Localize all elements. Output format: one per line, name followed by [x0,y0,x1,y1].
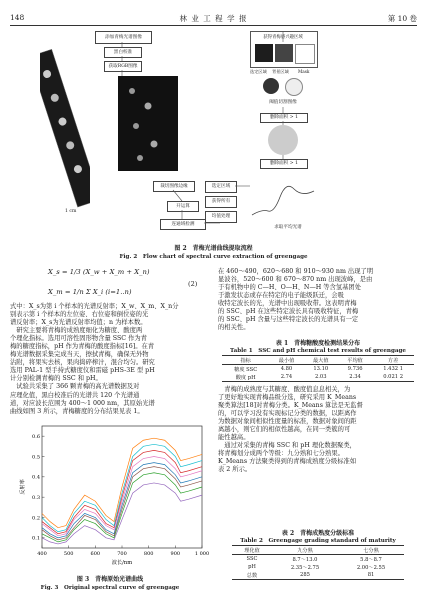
equation-number: (2) [188,280,198,288]
left-line: 沾附，将果实去核，果肉捣碎榨汁，混合均匀。研究 [10,359,155,367]
step-mean: 均值处理 [205,211,237,223]
left-line: 式中：X_s为第 i 个样本的光谱反射率；X_w、X_m、X_n分 [10,303,179,310]
table-row [222,365,414,374]
step-rgb: 获取RGB图像 [104,61,142,72]
left-line: 梅光谱数据采集完成当天，擦拭青梅，确保无外物 [10,351,149,359]
table-header: 理化值 [232,546,272,555]
table-cell: 2.00～2.55 [356,564,386,571]
table-cell: 5.8～8.7 [360,556,382,563]
right-line: 为数据对象间相似性度量的标准，数据对象间的距 [218,418,357,426]
figure-3-caption-cn: 图 3 青梅原始光谱曲线 [76,576,144,583]
x-tick-label: 1 000 [194,551,210,557]
left-line: 个理化指标。选用可溶性固形物含量 SSC 作为青 [10,335,147,343]
table-2-title-cn: 表 2 青梅成熟度分级标准 [281,530,355,537]
left-line: 选用 PAL-1 型手持式糖度仪和雷磁 pHS-3E 型 pH [10,367,155,375]
label-selected: 选定区域 [250,69,267,74]
step-remove-area-2: 删除面积 > 1 [260,159,308,169]
step-calibration: 黑白校准 [104,47,142,58]
table-cell: SSC [246,556,258,562]
y-tick-label: 0.1 [32,535,40,542]
flow-arrows [40,31,385,241]
equation-line-1: X_s = 1/3 (X_w + X_m + X_n) [48,268,150,276]
scale-label: 1 cm [65,209,77,214]
table-cell: 0.021 2 [372,373,414,382]
table-header: 七分熟 [338,546,404,555]
table-row [232,571,404,580]
threshold-label: 阈值切割图像 [250,99,316,107]
label-mask: Mask [298,69,310,74]
table-cell: 糖度 SSC [234,366,258,373]
left-line: 研究主要将青梅的成熟度细化为糖度、酸度两 [10,327,143,335]
journal-title: 林 业 工 程 学 报 [179,14,248,23]
right-line: 的相关性。 [218,324,250,332]
table-header: 最小值 [269,356,303,365]
left-line: 谱反射率；X_s为光谱反射率均值；n 为样本数。 [10,319,147,327]
table-cell: pH [248,564,256,570]
left-line: 道，对应波长范围为 400～1 000 nm，其原始光谱 [10,399,155,407]
step-add-image: 添加青梅光谱图像 [95,31,152,44]
table-row [232,555,404,564]
right-text-mid [218,386,418,475]
table-header: 平均值 [338,356,372,365]
left-line: 计分别检测青梅的 SSC 和 pH。 [10,375,102,383]
right-line: 于有机物中的 C—H、O—H、N—H 等含氢基团处 [218,284,362,292]
table-header: 指标 [222,356,269,365]
right-line: 的 SSC、pH 含量与这些特定波长的光谱具有一定 [218,316,359,324]
right-line: 青梅的成熟度与其糖度、酸度值息息相关，为 [218,386,351,393]
step-open: 开运算 [167,201,199,212]
right-line: 聚类算法[18]对青梅分类。K_Means 算法是无监督 [218,402,363,410]
right-line: 收特定波长的光，光谱中出现吸收带。这表明青梅 [218,300,357,308]
y-axis-label: 反射率 [20,479,26,495]
table-row [232,563,404,571]
table-1 [222,355,414,382]
y-tick-label: 0.2 [32,515,40,522]
table-header: 九分熟 [272,546,338,555]
x-tick-label: 400 [37,551,47,557]
figure-2 [40,31,385,241]
table-cell: 8.7～13.0 [292,556,318,563]
volume-label: 第 10 卷 [387,14,417,23]
spectrum-line [42,467,202,540]
x-tick-label: 800 [143,551,154,557]
right-line: 的，可以学习没有实现标记分类的数据，以距离作 [218,410,357,418]
table-cell: 285 [272,571,338,580]
x-axis-label: 波长/nm [111,560,133,566]
left-line: 试验共采集了 366 颗青梅的高光谱数据及对 [10,383,140,391]
table-row [222,373,414,382]
left-line: 应理化值，黑白校准后的光谱共 120 个光谱通 [10,391,140,399]
mean-spectrum-label: 求取平均光谱 [268,224,308,232]
y-tick-label: 0.4 [32,474,40,481]
x-tick-label: 900 [170,551,181,557]
right-line: K_Means 方法聚类得到的青梅成熟度分级标准如 [218,458,357,466]
step-get-all: 获得所有 [205,196,237,208]
table-cell: 2.35～2.75 [290,564,320,571]
y-tick-label: 0.5 [32,454,40,461]
figure-3 [10,420,210,572]
step-connected: 连通域检测 [160,219,206,230]
left-line: 别表示第 i 个样本的左位姿、右位姿和倒位姿的光 [10,311,149,319]
right-line: 于激发状态或存在特定的电子能级跃迁，会吸 [218,292,344,300]
right-line: 了更好地实现青梅品级分选，研究采用 K_Means [218,394,357,402]
table-cell: 酸度 pH [222,373,269,382]
header-rule [10,25,417,26]
table-cell: 13.10 [313,366,329,372]
page-number: 148 [10,13,25,22]
table-cell: 9.736 [347,366,363,372]
figure-2-caption-cn: 图 2 青梅光谱曲线提取流程 [174,245,253,252]
left-line: 梅的糖度指标，pH 作为青梅的酸度指标[16]。在青 [10,343,155,351]
x-tick-label: 700 [117,551,127,557]
y-tick-label: 0.3 [32,494,40,501]
right-line: 的 SSC、pH 在这些特定波长具有吸收特征，青梅 [218,308,359,316]
table-cell: 2.03 [304,373,338,382]
table-cell: 2.34 [338,373,372,382]
table-cell: 4.80 [280,366,293,372]
equation-line-2: X_m = 1/n Σ X_i (i=1..n) [48,288,132,296]
x-tick-label: 500 [63,551,74,557]
right-line: 显波谷，520～600 和 670～870 nm 出现波峰，是由 [218,276,373,284]
y-tick-label: 0.6 [32,433,40,440]
step-crop: 裁切图像边缘 [153,181,195,192]
right-line: 表 2 所示。 [218,466,252,474]
figure-2-caption-en: Fig. 2 Flow chart of spectral curve extraction of greengage [119,254,308,260]
table-2-title-en: Table 2 Greengage grading standard of maturity [240,538,396,544]
table-1-title-en: Table 1 SSC and pH chemical test results of greengage [230,348,406,354]
figure-3-caption-en: Fig. 3 Original spectral curve of greengage [40,585,180,591]
table-2 [232,545,404,580]
right-line: 通过对采集的青梅 SSC 和 pH 理化数据聚类， [218,442,356,450]
step-remove-area-1: 删除面积 > 1 [260,113,308,123]
x-tick-label: 600 [90,551,101,557]
right-line: 在 460～490，620～680 和 910～930 nm 出现了明 [218,268,374,275]
left-line: 曲线如图 3 所示，青梅糖度的分布结果见表 1。 [10,407,144,415]
table-cell: 2.74 [269,373,303,382]
table-header: 最大值 [304,356,338,365]
label-background: 背景区域 [272,69,289,74]
right-line: 能性越高。 [218,434,250,442]
table-cell: 总数 [232,571,272,580]
spectral-chart [10,420,210,572]
right-text-top [218,268,418,332]
right-line: 将青梅划分成两个等级：九分熟和七分熟果。 [218,450,344,458]
left-text [10,303,210,416]
table-cell: 1.432 1 [383,366,404,372]
roi-title: 获得青梅感兴趣区域 [255,34,311,41]
right-line: 离越小，则它们的相似性越高，在同一类簇的可 [218,426,351,434]
table-header: 方差 [372,356,414,365]
table-1-title-cn: 表 1 青梅糖酸度检测结果分布 [275,340,361,347]
table-cell: 81 [338,571,404,580]
step-select-region: 选定区域 [205,181,237,193]
